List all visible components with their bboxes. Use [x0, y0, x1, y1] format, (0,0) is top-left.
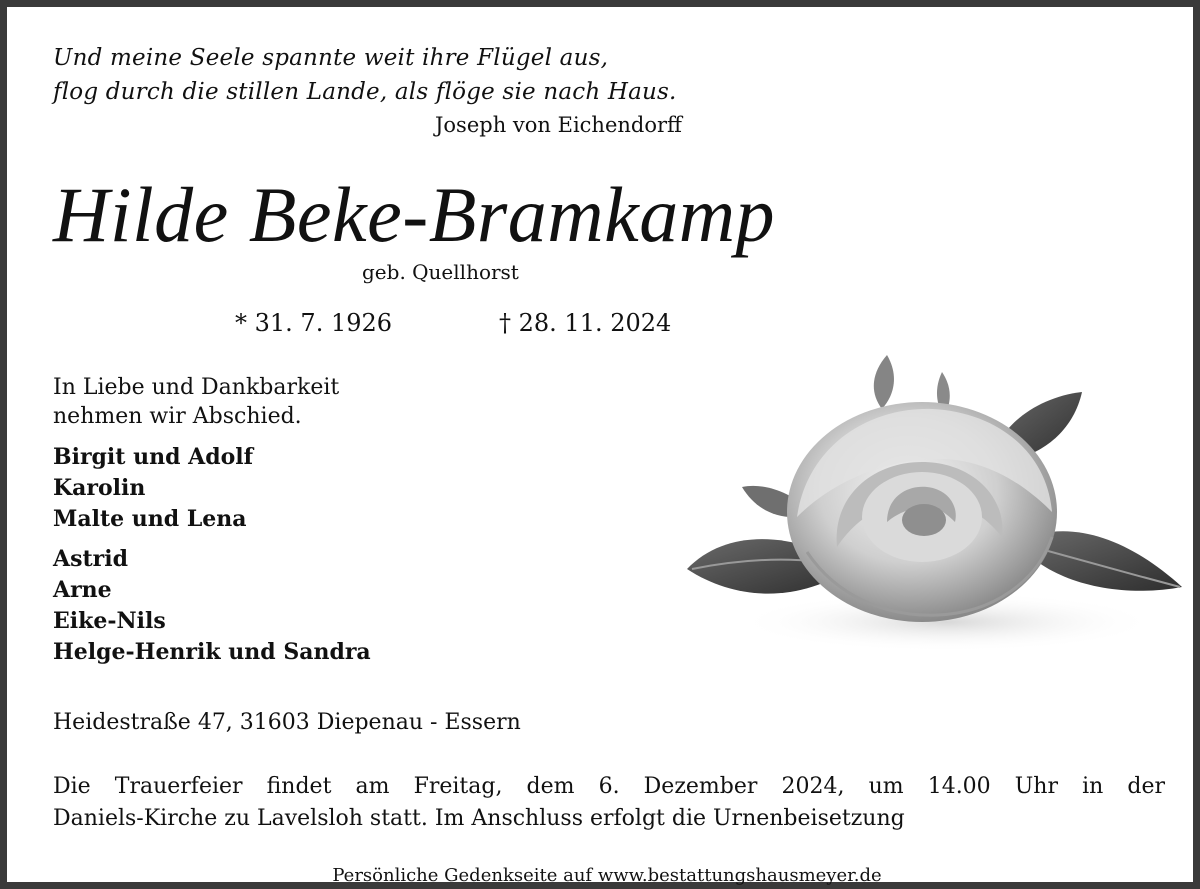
mourner-name: Karolin: [53, 475, 146, 501]
intro-line-2: nehmen wir Abschied.: [53, 404, 302, 429]
service-line-2: Daniels-Kirche zu Lavelsloh statt. Im Anschluss erfolgt die Urnenbeisetzung: [53, 806, 905, 831]
rose-image: [647, 337, 1192, 677]
service-info: [53, 771, 1165, 835]
poem-author: Joseph von Eichendorff: [435, 113, 682, 137]
death-date: † 28. 11. 2024: [499, 309, 672, 337]
birth-date: * 31. 7. 1926: [235, 309, 393, 337]
mourner-name: Birgit und Adolf: [53, 444, 254, 470]
mourner-name: Malte und Lena: [53, 506, 247, 532]
poem-line-1: Und meine Seele spannte weit ihre Flügel aus,: [53, 45, 609, 71]
deceased-name: Hilde Beke-Bramkamp: [53, 171, 776, 258]
memorial-website: Persönliche Gedenkseite auf www.bestattungshausmeyer.de: [332, 865, 882, 886]
address: Heidestraße 47, 31603 Diepenau - Essern: [53, 710, 521, 735]
poem-line-2: flog durch die stillen Lande, als flöge sie nach Haus.: [53, 79, 677, 105]
maiden-name: geb. Quellhorst: [362, 260, 519, 284]
service-line-1: Die Trauerfeier findet am Freitag, dem 6. Dezember 2024, um 14.00 Uhr in der: [53, 774, 1165, 799]
mourner-name: Astrid: [53, 546, 128, 572]
mourner-name: Eike-Nils: [53, 608, 166, 634]
mourner-name: Helge-Henrik und Sandra: [53, 639, 371, 665]
intro-line-1: In Liebe und Dankbarkeit: [53, 375, 340, 400]
mourner-name: Arne: [53, 577, 112, 603]
